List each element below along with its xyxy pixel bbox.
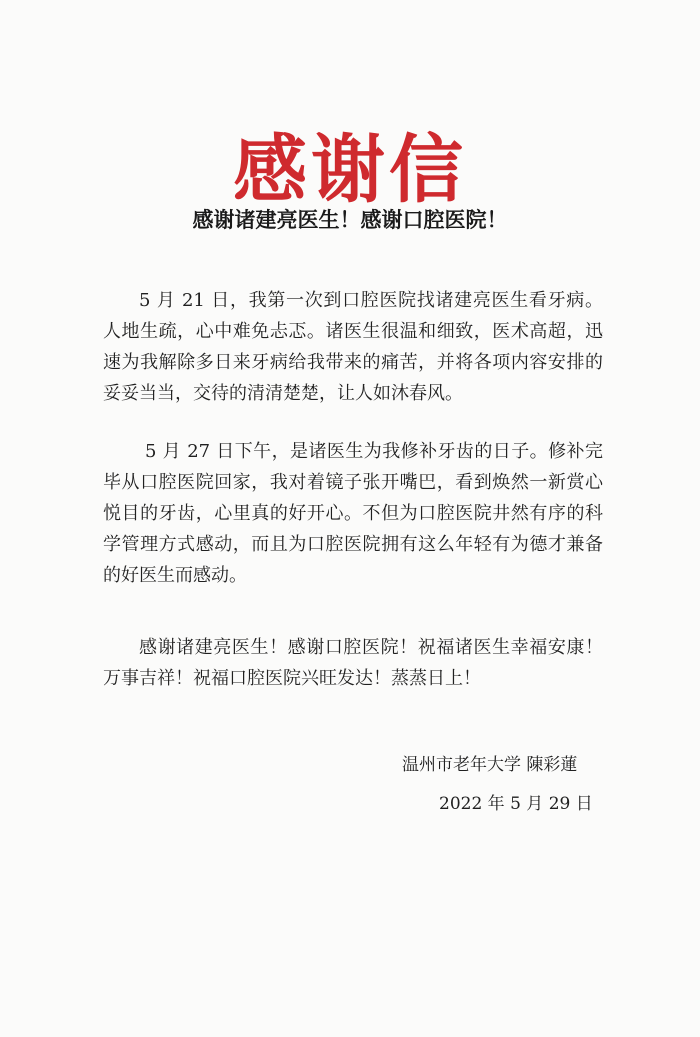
paragraph-3: 感谢诸建亮医生！感谢口腔医院！祝福诸医生幸福安康！万事吉祥！祝福口腔医院兴旺发达！蒸蒸日上！ <box>103 637 603 689</box>
signature: 温州市老年大学 陳彩蓮 <box>402 755 578 775</box>
paragraph-1: 5 月 21 日，我第一次到口腔医院找诸建亮医生看牙病。人地生疏，心中难免忐忑。诸医生很温和细致，医术高超，迅速为我解除多日来牙病给我带来的痛苦，并将各项内容安排的妥妥当当，交待的清清楚楚，让人如沐春风。 <box>103 290 603 404</box>
letter-date: 2022 年 5 月 29 日 <box>439 794 593 814</box>
letter-subtitle: 感谢诸建亮医生！感谢口腔医院！ <box>192 208 508 232</box>
letter-title: 感谢信 <box>233 127 467 213</box>
paragraph-2: 5 月 27 日下午，是诸医生为我修补牙齿的日子。修补完毕从口腔医院回家，我对着镜子张开嘴巴，看到焕然一新赏心悦目的牙齿，心里真的好开心。不但为口腔医院井然有序的科学管理方式感动，而且为口腔医院拥有这么年轻有为德才兼备的好医生而感动。 <box>103 441 603 586</box>
